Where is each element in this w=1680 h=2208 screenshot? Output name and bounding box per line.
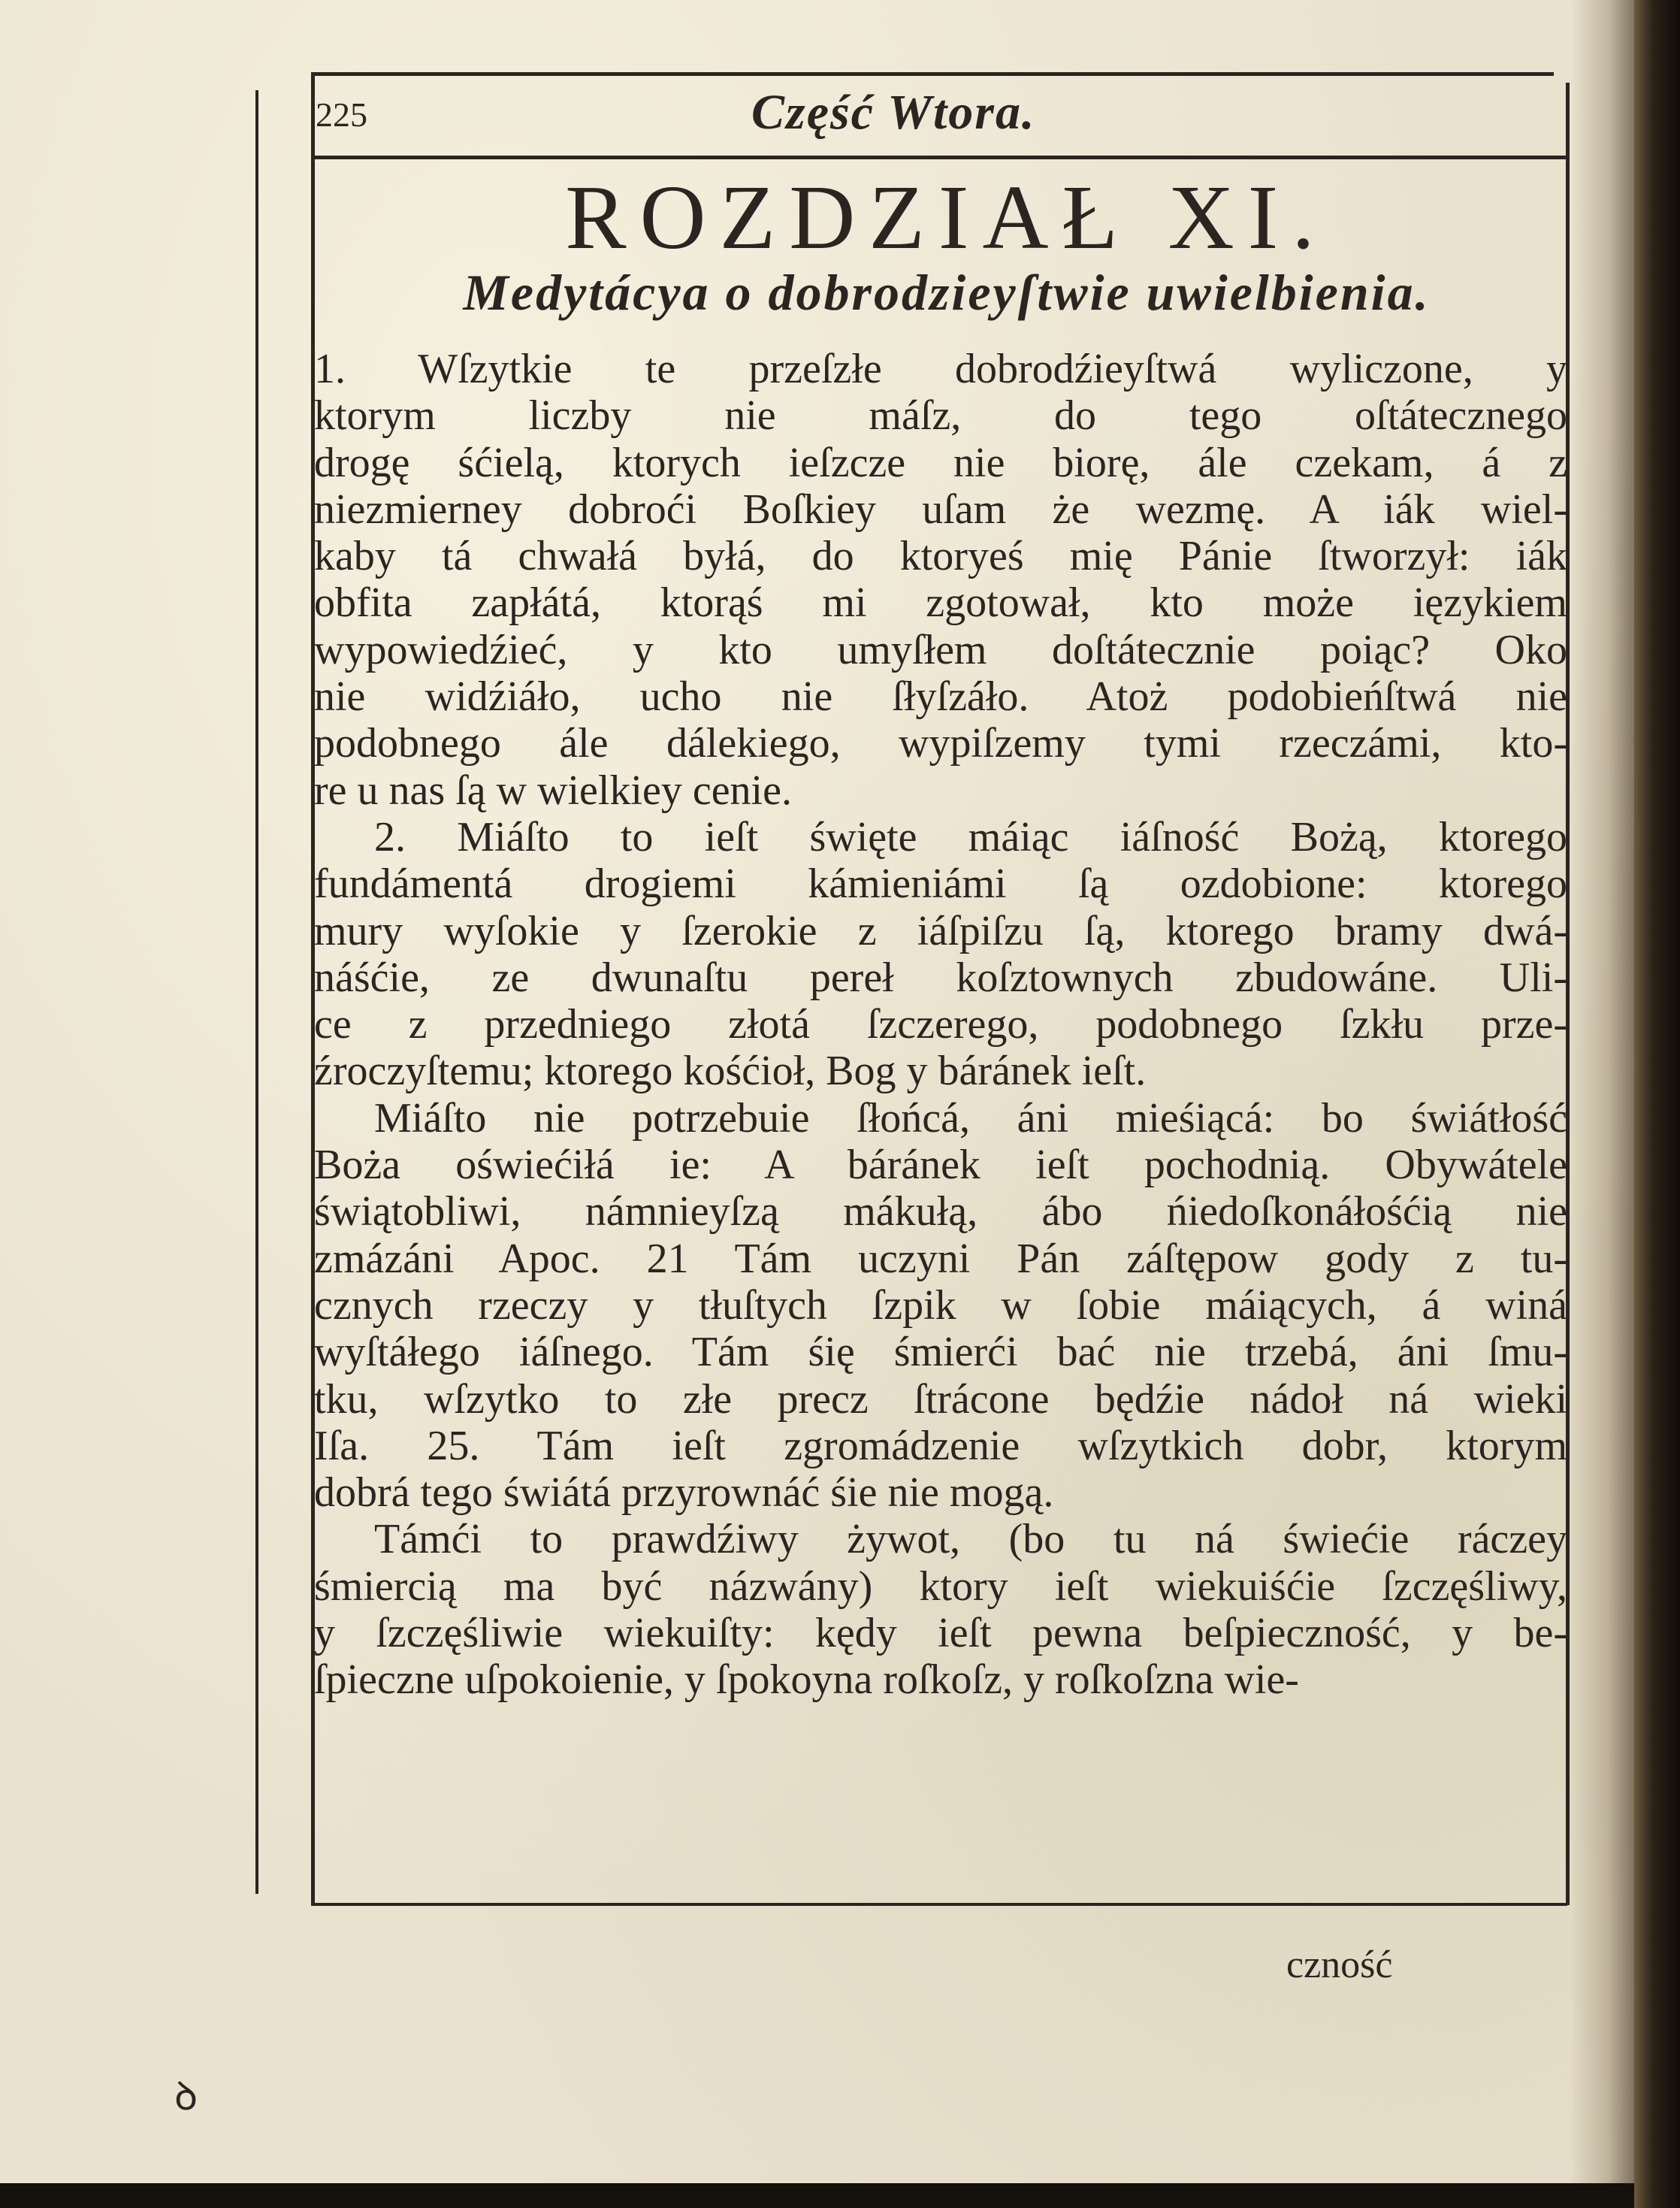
frame-header-rule bbox=[314, 156, 1567, 159]
text-line: zmázáni Apoc. 21 Tám uczyni Pán záſtępow gody z tu- bbox=[314, 1235, 1567, 1282]
frame-bottom-rule bbox=[314, 1903, 1567, 1906]
text-line: 2. Miáſto to ieſt święte máiąc iáſność Bożą, ktorego bbox=[374, 813, 1567, 861]
running-title: Część Wtora. bbox=[751, 85, 1036, 140]
text-line: Miáſto nie potrzebuie ſłońcá, áni mieśiącá: bo świátłość bbox=[374, 1094, 1567, 1142]
text-line: niezmierney dobroći Boſkiey uſam że wezmę. A iák wiel- bbox=[314, 485, 1567, 533]
text-line: fundámentá drogiemi kámieniámi ſą ozdobione: ktorego bbox=[314, 861, 1567, 908]
text-line: drogę śćielą, ktorych ieſzcze nie biorę, ále czekam, á z bbox=[314, 439, 1567, 486]
text-line: mury wyſokie y ſzerokie z iáſpiſzu ſą, ktorego bramy dwá- bbox=[314, 907, 1567, 954]
text-line: śmiercią ma być názwány) ktory ieſt wiekuiśćie ſzczęśliwy, bbox=[314, 1562, 1567, 1610]
text-line: źroczyſtemu; ktorego kośćioł, Bog y báránek ieſt. bbox=[314, 1048, 1147, 1095]
page-number: 225 bbox=[316, 95, 367, 134]
text-line: obfita zapłátá, ktorąś mi zgotował, kto może ięzykiem bbox=[314, 579, 1567, 627]
chapter-heading: ROZDZIAŁ XI. bbox=[565, 167, 1328, 268]
text-line: tku, wſzytko to złe precz ſtrácone będźie nádoł ná wieki bbox=[314, 1375, 1567, 1423]
text-line: re u nas ſą w wielkiey cenie. bbox=[314, 767, 792, 814]
text-line: ſpieczne uſpokoienie, y ſpokoyna roſkoſz, y roſkoſzna wie- bbox=[314, 1656, 1299, 1704]
text-line: náśćie, ze dwunaſtu pereł koſztownych zbudowáne. Uli- bbox=[314, 954, 1567, 1001]
text-line: y ſzczęśliwie wiekuiſty: kędy ieſt pewna beſpieczność, y be- bbox=[314, 1610, 1567, 1657]
text-line: ce z przedniego złotá ſzczerego, podobnego ſzkłu prze- bbox=[314, 1001, 1567, 1048]
body-text bbox=[314, 346, 1567, 1704]
text-line: wypowiedźieć, y kto umyſłem doſtátecznie poiąc? Oko bbox=[314, 626, 1567, 673]
text-line: dobrá tego świátá przyrownáć śie nie mogą. bbox=[314, 1469, 1054, 1517]
chapter-subtitle: Medytácya o dobrodzieyſtwie uwielbienia. bbox=[463, 264, 1431, 321]
margin-mark: ꝺ bbox=[174, 2076, 198, 2119]
text-line: Támći to prawdźiwy żywot, (bo tu ná świećie ráczey bbox=[374, 1516, 1567, 1563]
text-line: Boża oświećiłá ie: A báránek ieſt pochodnią. Obywátele bbox=[314, 1142, 1567, 1189]
running-head bbox=[316, 84, 1548, 144]
text-line: podobnego ále dálekiego, wypiſzemy tymi rzeczámi, kto- bbox=[314, 720, 1567, 767]
catchword: czność bbox=[1286, 1943, 1393, 1986]
text-line: cznych rzeczy y tłuſtych ſzpik w ſobie máiących, á winá bbox=[314, 1281, 1567, 1329]
text-line: Iſa. 25. Tám ieſt zgromádzenie wſzytkich dobr, ktorym bbox=[314, 1422, 1567, 1469]
text-line: wyſtáłego iáſnego. Tám śię śmierći bać nie trzebá, áni ſmu- bbox=[314, 1329, 1567, 1376]
margin-outer-rule bbox=[255, 90, 258, 1894]
text-line: ktorym liczby nie máſz, do tego oſtátecznego bbox=[314, 392, 1567, 440]
text-line: nie widźiáło, ucho nie ſłyſzáło. Atoż podobieńſtwá nie bbox=[314, 673, 1567, 721]
book-spine bbox=[1634, 0, 1680, 2208]
text-line: świątobliwi, námnieyſzą mákułą, ábo ńiedoſkonáłośćią nie bbox=[314, 1188, 1567, 1236]
frame-top-rule bbox=[314, 72, 1554, 76]
gutter-shadow bbox=[1570, 0, 1634, 2183]
text-line: 1. Wſzytkie te przeſzłe dobrodźieyſtwá wyliczone, y bbox=[314, 346, 1567, 392]
text-line: kaby tá chwałá byłá, do ktoryeś mię Pánie ſtworzył: iák bbox=[314, 533, 1567, 580]
